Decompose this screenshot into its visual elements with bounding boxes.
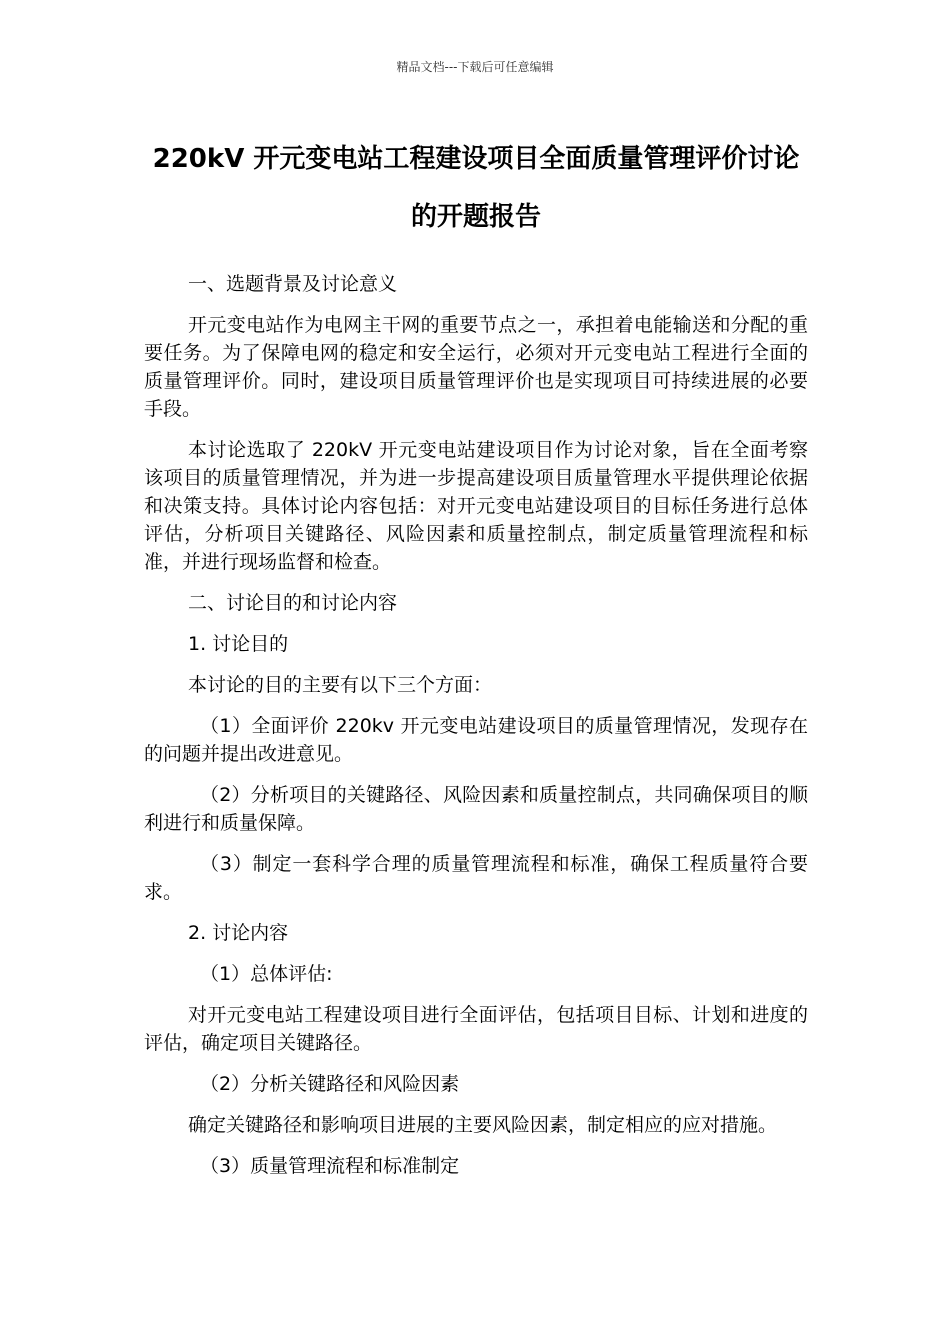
list-item: （2）分析关键路径和风险因素 xyxy=(200,1073,460,1095)
header-note: 精品文档---下载后可任意编辑 xyxy=(396,60,554,74)
subheading-purpose: 1. 讨论目的 xyxy=(188,633,289,655)
list-item: （1）总体评估: xyxy=(200,963,333,985)
document-body xyxy=(144,270,808,1193)
list-item: （3）制定一套科学合理的质量管理流程和标准，确保工程质量符合要求。 xyxy=(144,853,808,903)
section-heading-2: 二、讨论目的和讨论内容 xyxy=(188,592,398,614)
paragraph: 本讨论的目的主要有以下三个方面： xyxy=(188,674,493,696)
paragraph: 确定关键路径和影响项目进展的主要风险因素，制定相应的应对措施。 xyxy=(188,1114,778,1136)
list-item: （2）分析项目的关键路径、风险因素和质量控制点，共同确保项目的顺利进行和质量保障。 xyxy=(144,784,808,834)
paragraph: 开元变电站作为电网主干网的重要节点之一，承担着电能输送和分配的重要任务。为了保障电网的稳定和安全运行，必须对开元变电站工程进行全面的质量管理评价。同时，建设项目质量管理评价也是实现项目可持续进展的必要手段。 xyxy=(144,314,808,420)
document-title: 220kV 开元变电站工程建设项目全面质量管理评价讨论的开题报告 xyxy=(152,144,800,232)
paragraph: 本讨论选取了 220kV 开元变电站建设项目作为讨论对象，旨在全面考察该项目的质量管理情况，并为进一步提高建设项目质量管理水平提供理论依据和决策支持。具体讨论内容包括：对开元变电站建设项目的目标任务进行总体评估，分析项目关键路径、风险因素和质量控制点，制定质量管理流程和标准，并进行现场监督和检查。 xyxy=(144,439,808,573)
list-item: （3）质量管理流程和标准制定 xyxy=(200,1155,460,1177)
subheading-content: 2. 讨论内容 xyxy=(188,922,289,944)
paragraph: 对开元变电站工程建设项目进行全面评估，包括项目目标、计划和进度的评估，确定项目关键路径。 xyxy=(144,1004,808,1054)
section-heading-1: 一、选题背景及讨论意义 xyxy=(188,273,398,295)
list-item: （1）全面评价 220kv 开元变电站建设项目的质量管理情况，发现存在的问题并提出改进意见。 xyxy=(144,715,808,765)
